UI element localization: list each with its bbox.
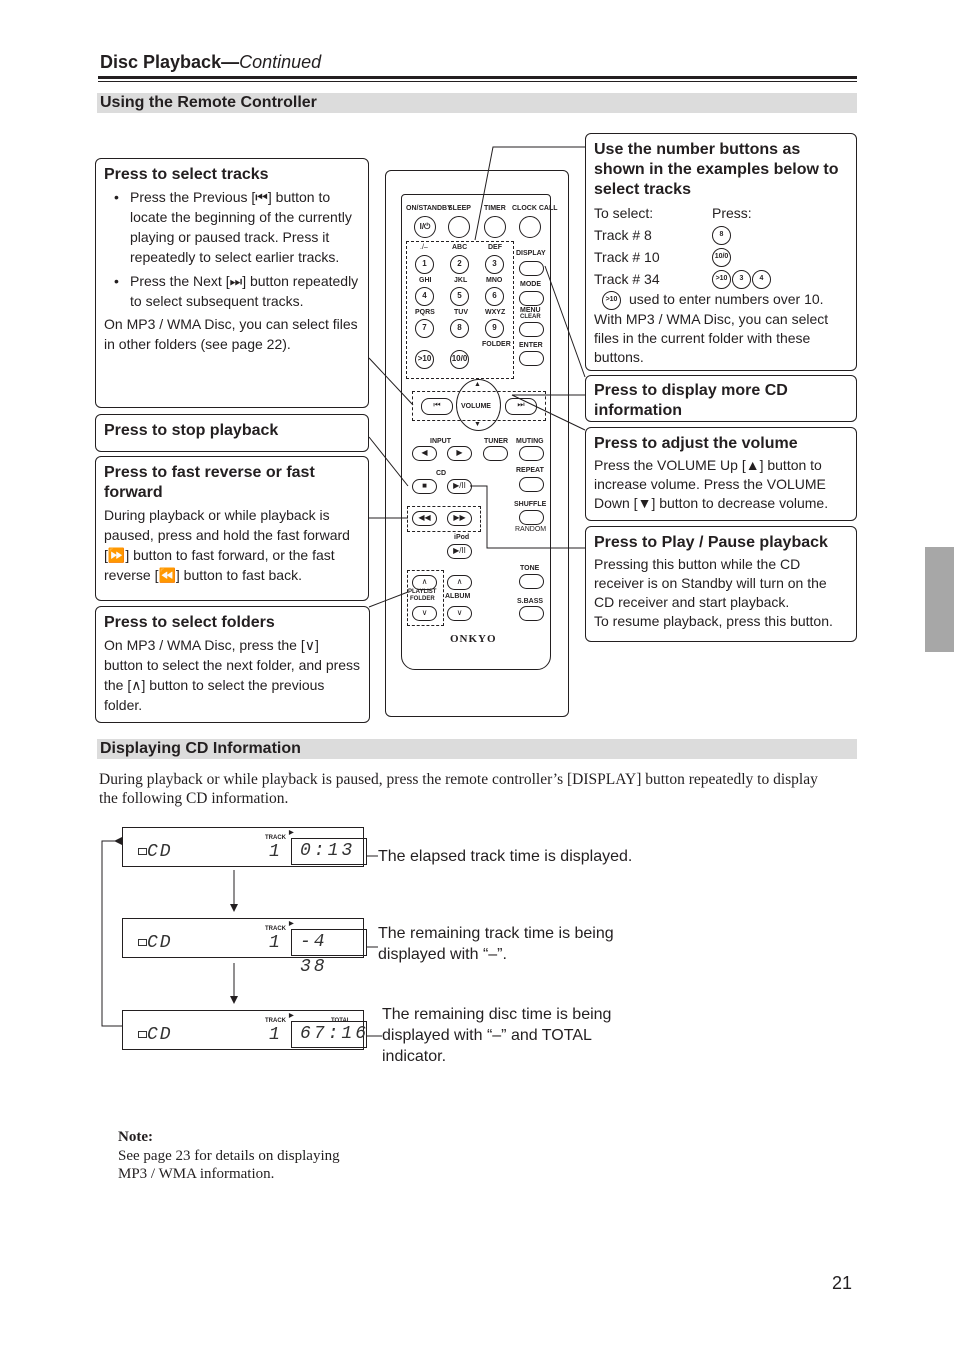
box-title: Press to display more CD information: [594, 382, 788, 419]
enter-button[interactable]: [519, 351, 544, 366]
repeat-label: REPEAT: [516, 467, 544, 474]
fast-box: Press to fast reverse or fast forward During playback or while playback is paused, press and hold the fast forward [⏩] button to fast forward, or the fast reverse [⏪] button to fast back.: [95, 456, 369, 601]
play-text: Pressing this button while the CD receiver is on Standby will turn on the CD receiver and start playback.: [594, 556, 827, 610]
box-title: Press to stop playback: [104, 422, 279, 439]
letters-label: PQRS: [415, 309, 435, 316]
display-intro: During playback or while playback is paused, press the remote controller’s [DISPLAY] button repeatedly to display the following CD information.: [99, 771, 818, 807]
muting-label: MUTING: [516, 438, 544, 445]
key-9-button[interactable]: 9: [485, 319, 504, 338]
box-note: On MP3 / WMA Disc, you can select files in other folders (see page 22).: [104, 316, 358, 352]
sleep-button[interactable]: [448, 216, 470, 238]
track-indicator: TRACK: [265, 835, 286, 841]
previous-icon: ⏮: [255, 189, 268, 205]
ipod-play-pause-button[interactable]: ▶/II: [447, 544, 472, 559]
album-label: ALBUM: [445, 593, 471, 600]
letters-label: JKL: [454, 277, 468, 284]
chevron-up-icon: ∧: [131, 677, 142, 693]
note-line: See page 23 for details on displaying: [118, 1148, 340, 1164]
box-title: Press to Play / Pause playback: [594, 534, 828, 551]
section-heading-remote: Using the Remote Controller: [97, 93, 857, 113]
lcd-time: 67:16: [291, 1021, 367, 1048]
letters-label: TUV: [454, 309, 468, 316]
key-8-button[interactable]: 8: [450, 319, 469, 338]
disc-icon: [138, 1031, 147, 1038]
select-tracks-box: [95, 158, 369, 408]
folder-label: FOLDER: [482, 341, 511, 348]
number-buttons-box: [585, 133, 857, 371]
folder-up-button[interactable]: ∧: [412, 575, 437, 590]
note-line: MP3 / WMA information.: [118, 1166, 275, 1182]
volume-label: VOLUME: [461, 403, 491, 410]
box-title: Press to select folders: [104, 614, 275, 631]
key-4-button[interactable]: 4: [415, 287, 434, 306]
letters-label: WXYZ: [485, 309, 506, 316]
bullet-previous: • Press the Previous [⏮] button to locate the beginning of the currently playing or paused track. Press it repeatedly to select earlier tracks.: [130, 187, 360, 267]
key-gt10-button[interactable]: >10: [415, 350, 434, 369]
lcd-elapsed: [122, 827, 364, 867]
play-indicator-icon: ▶: [289, 830, 294, 836]
key-10-button[interactable]: 10/0: [450, 350, 469, 369]
sbass-label: S.BASS: [517, 598, 544, 605]
chevron-down-icon: ∨: [304, 637, 315, 653]
input-label: INPUT: [430, 438, 451, 445]
lcd-desc: The remaining track time is being displayed with “–”.: [378, 925, 614, 963]
sleep-label: SLEEP: [448, 205, 471, 212]
stop-button[interactable]: ■: [412, 479, 437, 494]
play-indicator-icon: ▶: [289, 1013, 294, 1019]
page-header: Disc Playback—Continued: [100, 52, 322, 72]
sbass-button[interactable]: [519, 606, 544, 621]
row-label: Track # 34: [594, 270, 660, 287]
key-3-button[interactable]: 3: [485, 255, 504, 274]
letters-label: MNO: [486, 277, 503, 284]
fast-reverse-button[interactable]: ◀◀: [412, 511, 437, 526]
tone-button[interactable]: [519, 574, 544, 589]
letters-label: ./–: [420, 244, 428, 251]
volume-box: Press to adjust the volume Press the VOLUME Up [▲] button to increase volume. Press the VOLUME Down [▼] button to decrease volume.: [585, 427, 857, 521]
cd-label: CD: [436, 470, 447, 477]
repeat-button[interactable]: [519, 477, 544, 492]
lcd-track-number: 1: [269, 842, 280, 862]
key-gt10-icon: >10: [712, 270, 731, 289]
box-title: Use the number buttons as shown in the examples below to select tracks: [594, 141, 839, 198]
folders-box: Press to select folders On MP3 / WMA Disc, press the [∨] button to select the next folder, and press the [∧] button to select the previous folder.: [95, 606, 370, 723]
shuffle-button[interactable]: [519, 510, 544, 525]
bullet-next: • Press the Next [⏭] button repeatedly to select subsequent tracks.: [130, 271, 360, 311]
lcd-cd: CD: [147, 933, 173, 953]
clock-call-label: CLOCK CALL: [512, 205, 558, 212]
col-select: To select:: [594, 204, 654, 221]
key-gt10-icon: >10: [602, 291, 621, 310]
menu-label: MENU: [520, 307, 541, 314]
lcd-track-number: 1: [269, 1025, 280, 1045]
row-label: Track # 8: [594, 226, 652, 243]
power-button[interactable]: I/⏻: [414, 216, 436, 238]
album-up-button[interactable]: ∧: [447, 575, 472, 590]
timer-label: TIMER: [484, 205, 506, 212]
lcd-desc: The elapsed track time is displayed.: [378, 848, 633, 865]
box-title: Press to select tracks: [104, 166, 269, 183]
tone-label: TONE: [520, 565, 540, 572]
play-pause-box: [585, 526, 857, 642]
letters-label: DEF: [488, 244, 502, 251]
track-indicator: TRACK: [265, 926, 286, 932]
display-label: DISPLAY: [516, 250, 546, 257]
folder-label: FOLDER: [410, 596, 435, 602]
volume-up-icon: ▲: [745, 457, 760, 473]
random-label: RANDOM: [515, 526, 547, 533]
display-button[interactable]: [519, 261, 544, 276]
album-down-button[interactable]: ∨: [447, 606, 472, 621]
mode-label: MODE: [520, 281, 541, 288]
section-heading-display: Displaying CD Information: [97, 739, 857, 759]
box-title: Press to adjust the volume: [594, 435, 798, 452]
lcd-desc: The remaining disc time is being displayed with “–” and TOTAL indicator.: [382, 1006, 612, 1065]
key-7-button[interactable]: 7: [415, 319, 434, 338]
lcd-remaining-track: [122, 918, 364, 977]
next-button[interactable]: ⏭: [505, 398, 537, 415]
lcd-track-number: 1: [269, 933, 280, 953]
lcd-time: -4 38: [291, 929, 367, 956]
key-8-icon: 8: [712, 226, 731, 245]
ipod-label: iPod: [454, 534, 470, 541]
over-text: used to enter numbers over 10.: [629, 291, 824, 307]
onkyo-logo: ONKYO: [450, 633, 497, 645]
key-10-icon: 10/0: [712, 248, 731, 267]
enter-label: ENTER: [519, 342, 543, 349]
disc-icon: [138, 848, 147, 855]
col-press: Press:: [712, 204, 752, 221]
tuner-label: TUNER: [484, 438, 509, 445]
onstandby-label: ON/STANDBY: [406, 205, 452, 212]
muting-button[interactable]: [519, 446, 544, 461]
lcd-cd: CD: [147, 1025, 173, 1045]
key-1-button[interactable]: 1: [415, 255, 434, 274]
input-right-button[interactable]: ▶: [447, 446, 472, 461]
clear-label: CLEAR: [520, 314, 541, 320]
menu-button[interactable]: [519, 322, 544, 337]
mp3-text: With MP3 / WMA Disc, you can select files in the current folder with these buttons.: [594, 310, 829, 365]
page-number: 21: [832, 1273, 853, 1293]
key-3-icon: 3: [732, 270, 751, 289]
row-label: Track # 10: [594, 248, 660, 265]
playlist-label: PLAYLIST: [408, 589, 437, 595]
volume-down-button[interactable]: ▼: [474, 421, 481, 428]
folder-down-button[interactable]: ∨: [412, 606, 437, 621]
play-pause-button[interactable]: ▶/II: [447, 479, 472, 494]
key-2-button[interactable]: 2: [450, 255, 469, 274]
previous-button[interactable]: ⏮: [421, 398, 453, 415]
stop-box: [95, 414, 369, 452]
shuffle-label: SHUFFLE: [514, 501, 547, 508]
letters-label: GHI: [419, 277, 432, 284]
fast-forward-icon: ⏩: [107, 547, 126, 563]
fast-reverse-icon: ⏪: [158, 567, 176, 583]
resume-text: To resume playback, press this button.: [594, 613, 833, 629]
input-left-button[interactable]: ◀: [412, 446, 437, 461]
key-4-icon: 4: [752, 270, 771, 289]
lcd-remaining-disc: [122, 1010, 370, 1050]
key-5-button[interactable]: 5: [450, 287, 469, 306]
key-6-button[interactable]: 6: [485, 287, 504, 306]
tuner-button[interactable]: [483, 446, 508, 461]
remote-controller: [401, 194, 558, 670]
play-indicator-icon: ▶: [289, 921, 294, 927]
display-box: [585, 375, 857, 422]
lcd-cd: CD: [147, 842, 173, 862]
next-icon: ⏭: [229, 273, 243, 289]
letters-label: ABC: [452, 244, 468, 251]
mode-button[interactable]: [519, 291, 544, 306]
lcd-time: 0:13: [291, 838, 367, 865]
track-indicator: TRACK: [265, 1018, 286, 1024]
volume-down-icon: ▼: [637, 495, 652, 511]
clock-call-button[interactable]: [519, 216, 541, 238]
box-title: Press to fast reverse or fast forward: [104, 464, 315, 501]
timer-button[interactable]: [484, 216, 506, 238]
note-title: Note:: [118, 1129, 153, 1145]
disc-icon: [138, 939, 147, 946]
chapter-tab: [925, 547, 954, 652]
fast-forward-button[interactable]: ▶▶: [447, 511, 472, 526]
volume-up-button[interactable]: ▲: [474, 381, 481, 388]
total-indicator: TOTAL: [331, 1018, 351, 1024]
